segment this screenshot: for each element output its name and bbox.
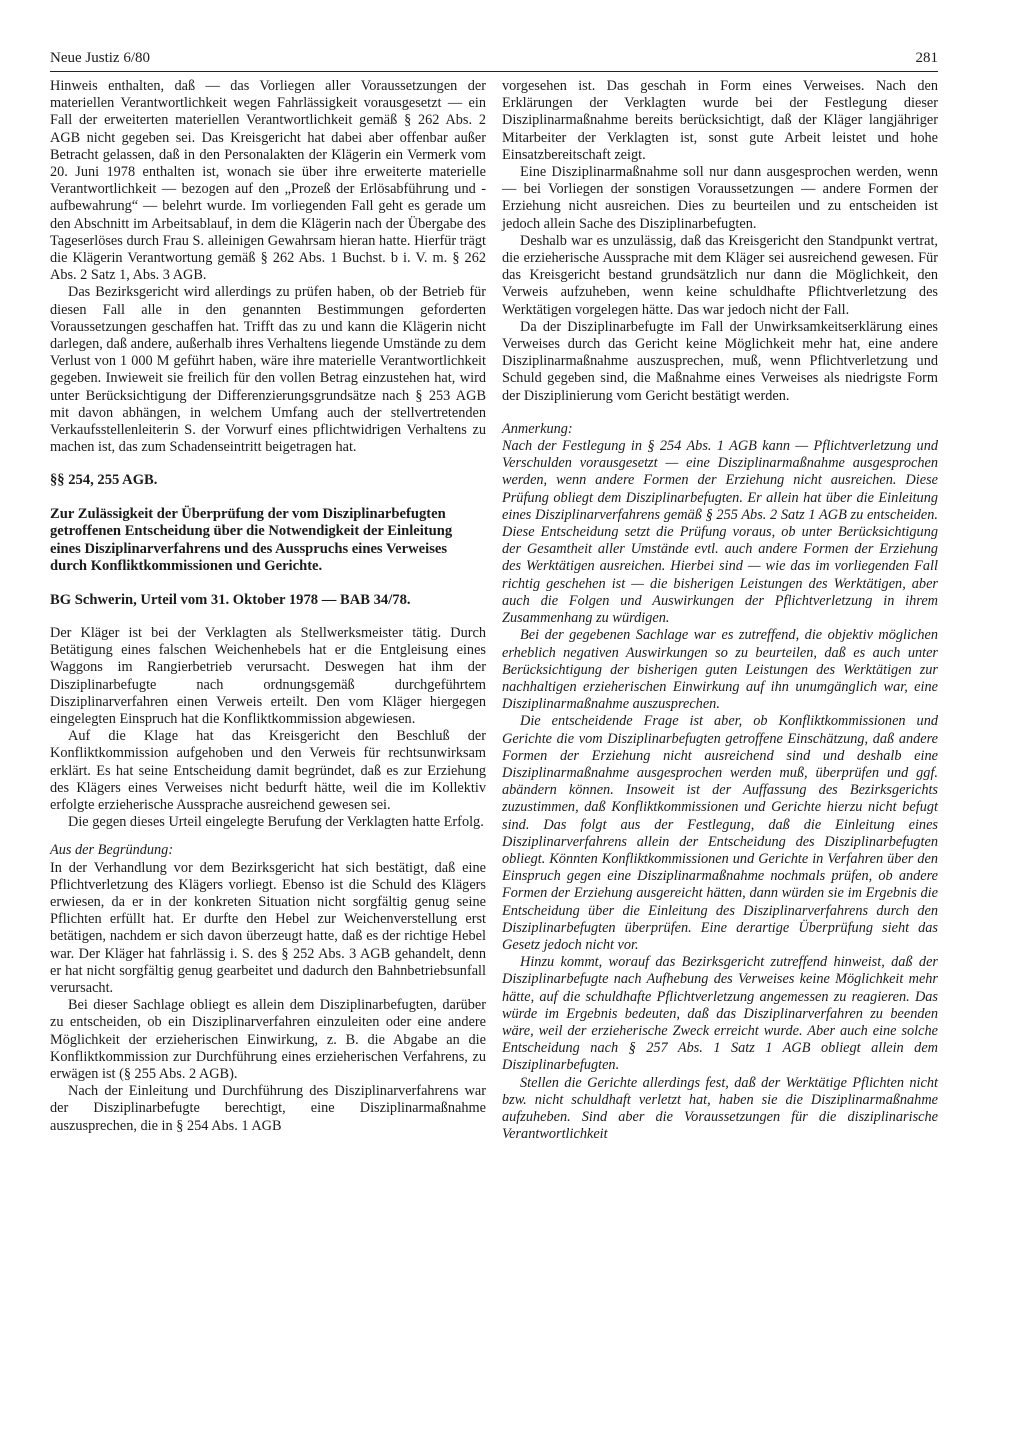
annotation-paragraph-1: Nach der Festlegung in § 254 Abs. 1 AGB kann — Pflichtverletzung und Verschulden vorausgesetzt — eine Disziplinarmaßnahme ausgesprochen werden, wenn andere Formen der Erziehung nicht ausreichen. Diese Prüfung obliegt dem Disziplinarbefugten. Er allein hat über die Einleitung eines Disziplinarverfahrens gemäß § 255 Abs. 2 Satz 1 AGB zu entscheiden. Diese Entscheidung setzt die Prüfung voraus, ob unter Berücksichtigung der Gesamtheit aller Umstände evtl. auch andere Formen der Erziehung des Werktätigen ausreichen. Hierbei sind — wie das im vorliegenden Fall richtig geschehen ist — die bisherigen Leistungen des Werktätigen, aber auch die Folgen und Auswirkungen der Pflichtverletzung in ihrem Zusammenhang zu würdigen. [502,438,938,627]
case-citation: BG Schwerin, Urteil vom 31. Oktober 1978 — BAB 34/78. [50,591,411,608]
annotation-paragraph-5: Stellen die Gerichte allerdings fest, daß der Werktätige Pflichten nicht bzw. nicht schuldhaft verletzt hat, haben sie die Disziplinarmaßnahme aufzuheben. Sind aber die Voraussetzungen für die disziplinarische Verantwortlichkeit [502,1074,938,1143]
journal-title: Neue Justiz 6/80 [50,50,150,66]
right-paragraph-4: Da der Disziplinarbefugte im Fall der Unwirksamkeitserklärung eines Verweises durch das Gericht keine Möglichkeit mehr hat, eine andere Disziplinarmaßnahme auszusprechen, muß, wenn Pflichtverletzung und Schuld gegeben sind, die Maßnahme eines Verweises als niedrigste Form der Disziplinierung vom Gericht bestätigt werden. [502,318,938,404]
left-paragraph-7: Bei dieser Sachlage obliegt es allein dem Disziplinarbefugten, darüber zu entscheiden, ob ein Disziplinarverfahren einzuleiten oder eine andere Möglichkeit der erzieherischen Einwirkung, z. B. die Abgabe an die Konfliktkommission zur Durchführung eines erzieherischen Verfahrens, zu erwägen ist (§ 255 Abs. 2 AGB). [50,997,486,1082]
section-reference: §§ 254, 255 AGB. [50,472,158,489]
left-paragraph-2: Das Bezirksgericht wird allerdings zu prüfen haben, ob der Betrieb für diesen Fall alle in den genannten Bestimmungen geforderten Voraussetzungen geschaffen hat. Trifft das zu und kann die Klägerin nicht darlegen, daß andere, außerhalb ihres Verhaltens liegende Umstände zu dem Verlust von 1 000 M geführt haben, wäre ihre materielle Verantwortlichkeit gegeben. Inwieweit sie freilich für den vollen Betrag einzustehen hat, wird unter Berücksichtigung der Differenzierungsgrundsätze nach § 253 AGB mit davon abhängen, in welchem Umfang auch der stellvertretenden Verkaufsstellenleiterin S. der Vorwurf eines pflichtwidrigen Verhaltens zu machen ist, das zum Schadenseintritt beigetragen hat. [50,284,487,456]
right-paragraph-1: vorgesehen ist. Das geschah in Form eines Verweises. Nach den Erklärungen der Verklagten wurde bei der Festlegung dieser Disziplinarmaßnahme bereits berücksichtigt, daß der Kläger langjähriger Mitarbeiter der Verklagten ist, sonst gute Arbeit leistet und hohe Einsatzbereitschaft zeigt. [502,78,938,163]
left-paragraph-5: Die gegen dieses Urteil eingelegte Berufung der Verklagten hatte Erfolg. [68,814,484,831]
annotation-paragraph-2: Bei der gegebenen Sachlage war es zutreffend, die objektiv möglichen erheblich negativen Auswirkungen so zu beurteilen, daß es auch unter Berücksichtigung der bisherigen guten Leistungen des Werktätigen zur nachhaltigen erzieherischen Einwirkung auf ihn unumgänglich war, eine Disziplinarmaßnahme auszusprechen. [502,627,938,713]
annotation-rubric: Anmerkung: [502,420,573,437]
left-paragraph-8: Nach der Einleitung und Durchführung des Disziplinarverfahrens war der Disziplinarbefugte berechtigt, eine Disziplinarmaßnahme auszusprechen, die in § 254 Abs. 1 AGB [50,1083,486,1134]
right-column [502,78,938,1143]
page-header [50,48,938,76]
left-paragraph-3: Der Kläger ist bei der Verklagten als Stellwerksmeister tätig. Durch Betätigung eines falschen Weichenhebels hat er die Entgleisung eines Waggons im Rangierbetrieb verursacht. Deswegen hat ihm der Disziplinarbefugte nach ordnungsgemäß durchgeführtem Disziplinarverfahren einen Verweis erteilt. Den vom Kläger hiergegen eingelegten Einspruch hat die Konfliktkommission abgewiesen. [50,624,486,727]
left-paragraph-1: Hinweis enthalten, daß — das Vorliegen aller Voraussetzungen der materiellen Verantwortlichkeit wegen Fahrlässigkeit vorausgesetzt — ein Fall der erweiterten materiellen Verantwortlichkeit gemäß § 262 Abs. 2 AGB nicht gegeben sei. Das Kreisgericht hat dabei aber offenbar außer Betracht gelassen, daß in den Personalakten der Klägerin ein Vermerk vom 20. Juni 1978 enthalten ist, wonach sie über ihre erweiterte materielle Verantwortlichkeit — bezogen auf den „Prozeß der Erlösabführung und -aufbewahrung“ — belehrt wurde. Im vorliegenden Fall geht es gerade um den Abschnitt im Arbeitsablauf, in dem die Klägerin nach der Übergabe des Tageserlöses durch Frau S. alleinigen Gewahrsam hieran hatte. Hierfür trägt die Klägerin Verantwortung gemäß § 262 Abs. 1 Buchst. b i. V. m. § 262 Abs. 2 Satz 1, Abs. 3 AGB. [50,78,486,284]
annotation-paragraph-3: Die entscheidende Frage ist aber, ob Konfliktkommissionen und Gerichte die vom Disziplinarbefugten getroffene Einschätzung, daß andere Formen der Erziehung nicht ausreichend sind und deshalb eine Disziplinarmaßnahme ausgesprochen werden muß, überprüfen und ggf. abändern können. Insoweit ist der Auffassung des Bezirksgerichts zuzustimmen, daß Konfliktkommissionen und Gerichte hierzu nicht befugt sind. Das folgt aus der Festlegung, daß die Einleitung eines Disziplinarverfahrens allein der Entscheidung des Disziplinarbefugten obliegt. Könnten Konfliktkommissionen und Gerichte in Verfahren über den Einspruch gegen eine Disziplinarmaßnahme nochmals prüfen, ob andere Formen der Erziehung ausgereicht hätten, dann würden sie im Ergebnis die Entscheidung über die Einleitung des Disziplinarverfahrens durch den Disziplinarbefugten überprüfen. Eine derartige Überprüfung sieht das Gesetz jedoch nicht vor. [502,713,938,953]
header-rule [50,71,938,72]
annotation-paragraph-4: Hinzu kommt, worauf das Bezirksgericht zutreffend hinweist, daß der Disziplinarbefugte nach Aufhebung des Verweises keine Möglichkeit mehr hätte, auf die schuldhafte Pflichtverletzung angemessen zu reagieren. Das würde im Ergebnis bedeuten, daß das Disziplinarverfahren zu beenden wäre, weil der erzieherische Zweck erreicht wurde. Aber auch eine solche Entscheidung nach § 257 Abs. 1 Satz 1 AGB obliegt allein dem Disziplinarbefugten. [502,954,938,1074]
left-column [50,78,486,1143]
page-number: 281 [915,50,938,66]
left-paragraph-6: In der Verhandlung vor dem Bezirksgericht hat sich bestätigt, daß eine Pflichtverletzung des Klägers vorliegt. Ebenso ist die Schuld des Klägers erwiesen, da er in der konkreten Situation nicht sorgfältig genug seine Pflichten erfüllt hat. Er durfte den Hebel zur Weichenverstellung erst betätigen, nachdem er sich davon überzeugt hatte, daß es der richtige Hebel war. Der Kläger hat fahrlässig i. S. des § 252 Abs. 3 AGB gehandelt, denn er hat nicht sorgfältig genug gearbeitet und dadurch den Bahnbetriebsunfall verursacht. [50,859,486,996]
left-paragraph-4: Auf die Klage hat das Kreisgericht den Beschluß der Konfliktkommission aufgehoben und den Verweis für rechtsunwirksam erklärt. Es hat seine Entscheidung damit begründet, daß es zur Erziehung des Klägers eines Verweises nicht bedurft hätte, weil die im Kollektiv erfolgte erzieherische Aussprache ausreichend gewesen sei. [50,728,486,813]
headnote: Zur Zulässigkeit der Überprüfung der vom Disziplinarbefugten getroffenen Entscheidung über die Notwendigkeit der Einleitung eines Disziplinarverfahrens und des Ausspruchs eines Verweises durch Konfliktkommissionen und Gerichte. [50,505,453,575]
reasoning-rubric: Aus der Begründung: [50,842,174,859]
two-column-body [50,78,938,1143]
right-paragraph-3: Deshalb war es unzulässig, daß das Kreisgericht den Standpunkt vertrat, die erzieherische Aussprache mit dem Kläger sei ausreichend gewesen. Für das Kreisgericht bestand grundsätzlich nur dann die Möglichkeit, den Verweis aufzuheben, wenn keine schuldhafte Pflichtverletzung des Werktätigen vorgelegen hätte. Das war jedoch nicht der Fall. [502,232,938,318]
right-paragraph-2: Eine Disziplinarmaßnahme soll nur dann ausgesprochen werden, wenn — bei Vorliegen der sonstigen Voraussetzungen — andere Formen der Erziehung nicht ausreichen. Dies zu beurteilen und zu entscheiden ist jedoch allein Sache des Disziplinarbefugten. [502,164,938,232]
